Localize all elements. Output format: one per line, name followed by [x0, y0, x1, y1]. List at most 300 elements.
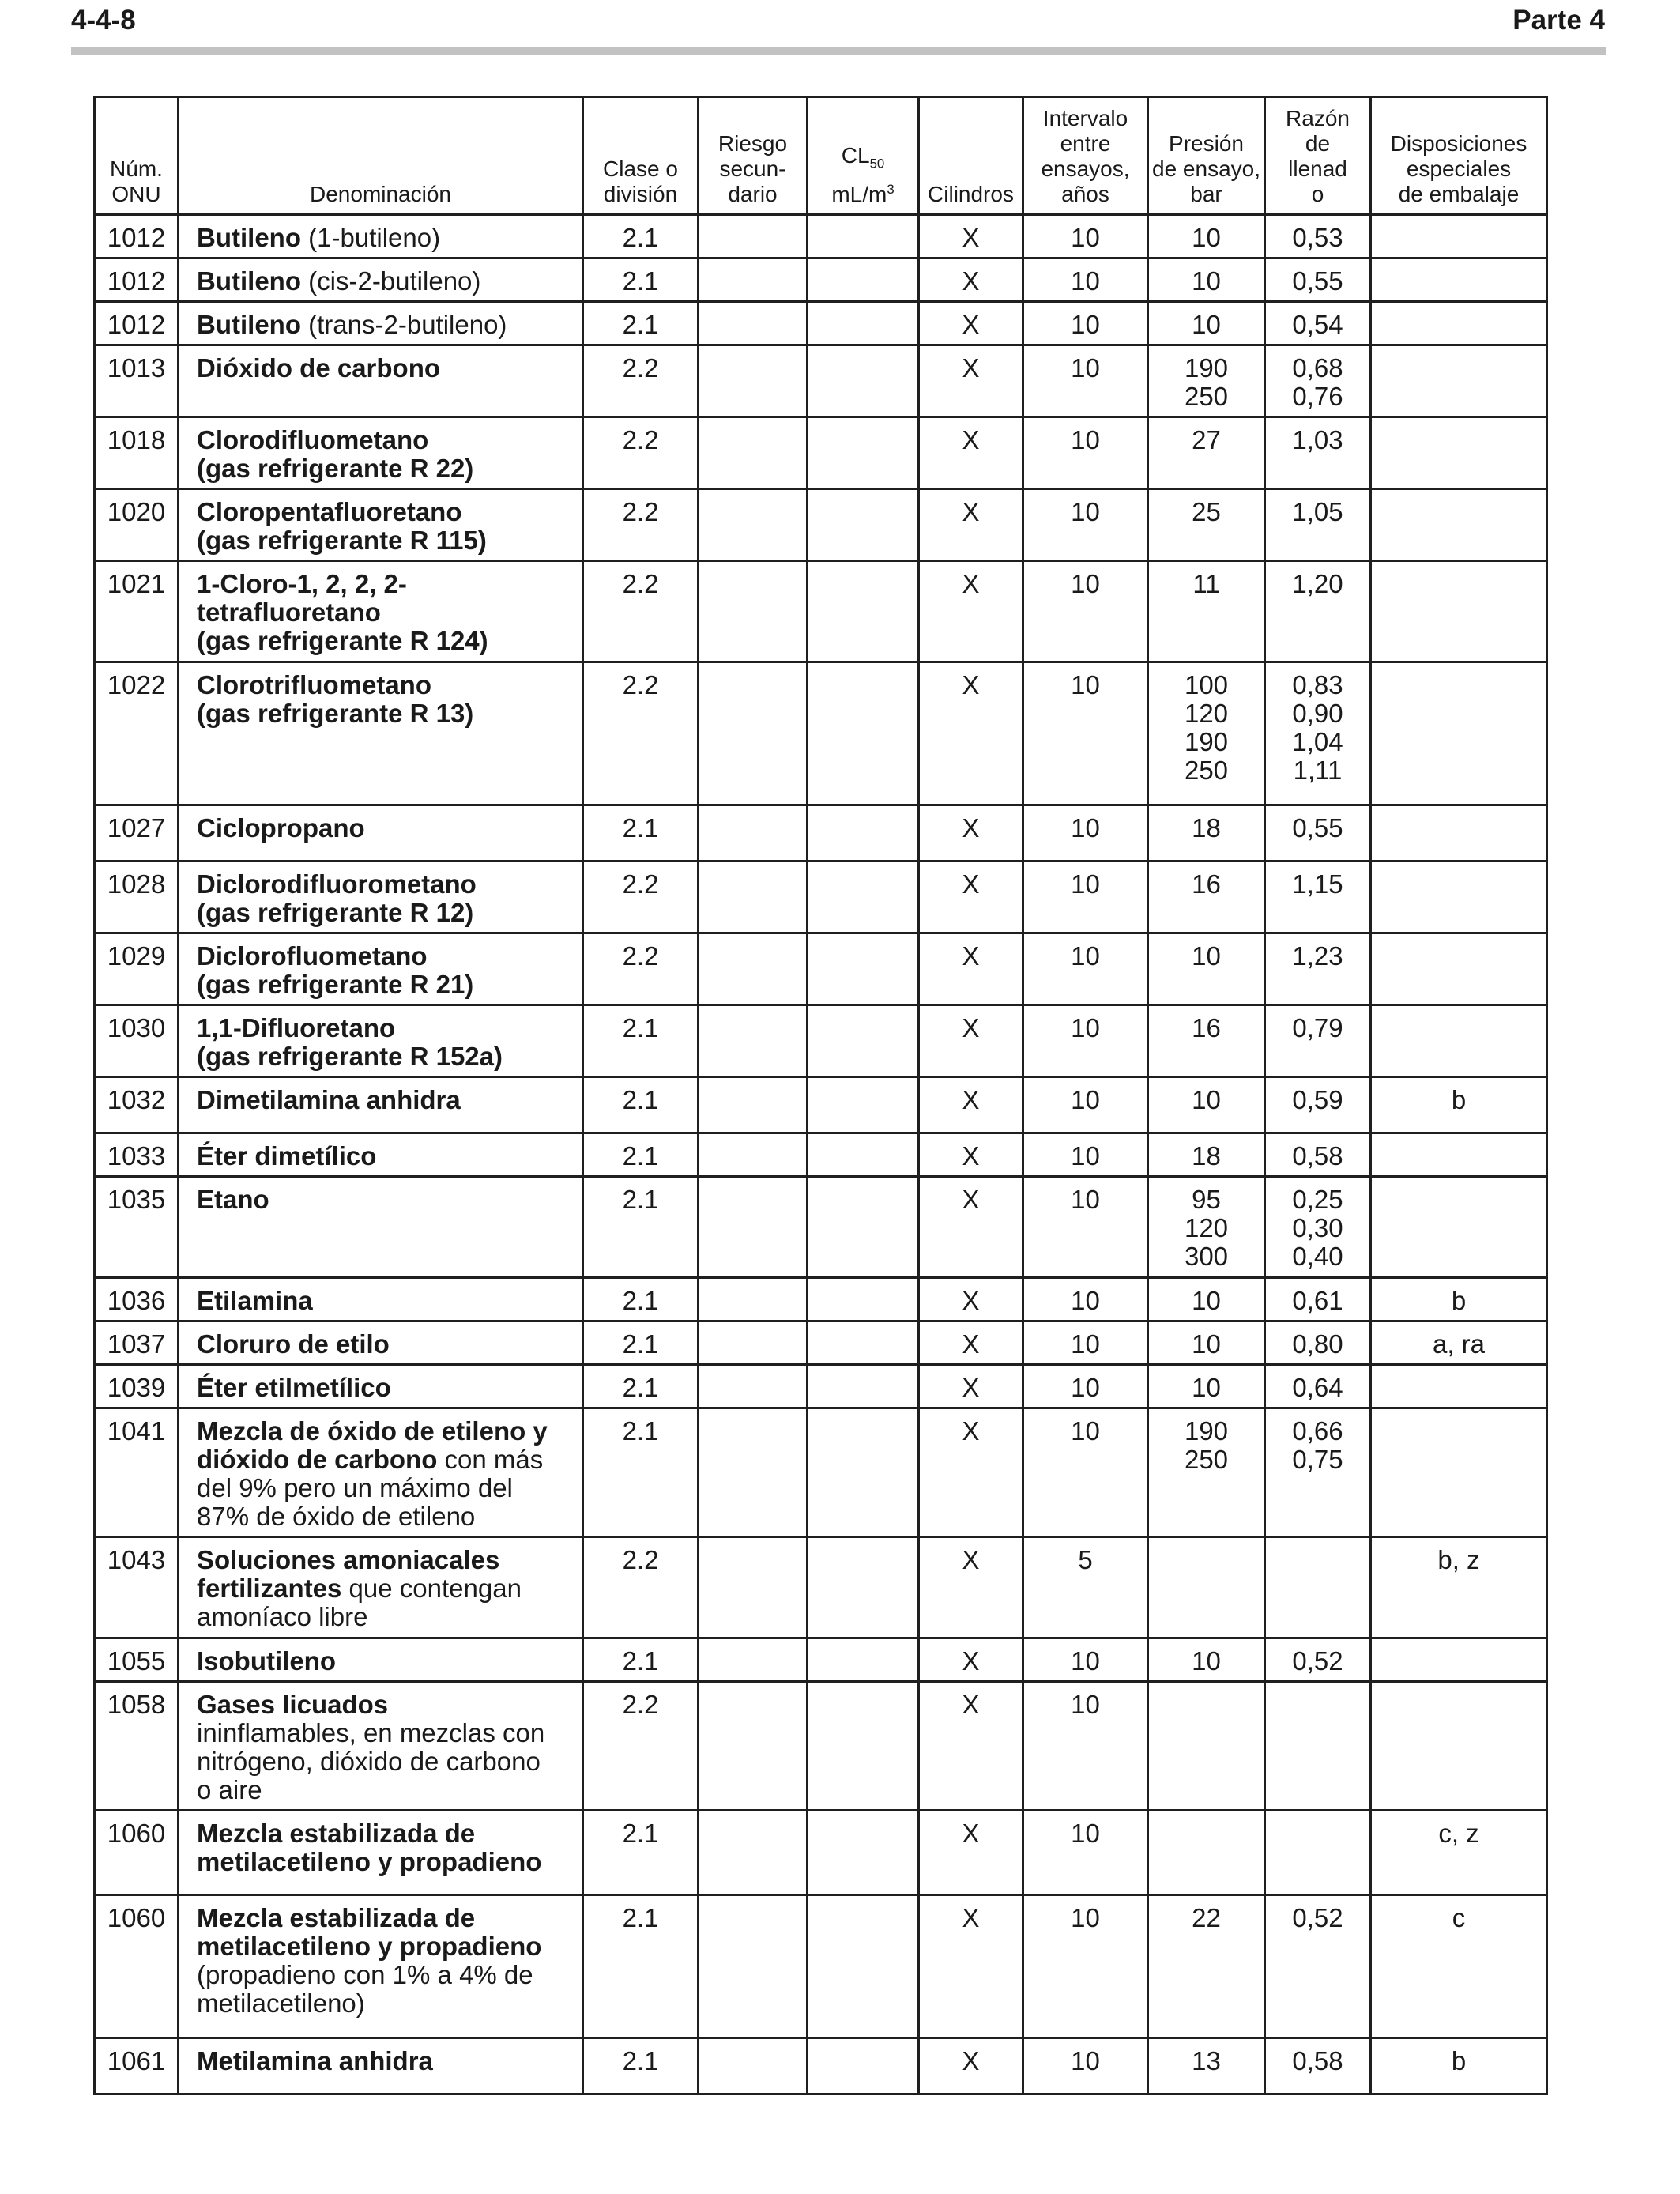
substance-qualifier: con más del 9% pero un máximo del 87% de óxido de etileno: [197, 1445, 544, 1531]
cylinders-cell: X: [919, 1811, 1023, 1895]
un-number-cell: 1021: [95, 561, 179, 662]
substance-name: Diclorodifluorometano (gas refrigerante R 12): [197, 869, 477, 927]
lc50-cell: [808, 417, 919, 489]
substance-name: Butileno: [197, 310, 301, 339]
class-cell: 2.1: [583, 1365, 699, 1408]
test-pressure-cell: 10: [1148, 302, 1265, 345]
substance-name: Isobutileno: [197, 1646, 336, 1676]
test-pressure-cell: 10: [1148, 1365, 1265, 1408]
subsidiary-risk-cell: [699, 1408, 808, 1537]
test-interval-cell: 10: [1023, 861, 1148, 933]
un-number-cell: 1039: [95, 1365, 179, 1408]
name-cell: [179, 1638, 583, 1682]
class-cell: 2.2: [583, 1682, 699, 1811]
lc50-cell: [808, 2038, 919, 2094]
table-row: [95, 861, 1547, 933]
test-pressure-cell: 25: [1148, 489, 1265, 561]
table-row: [95, 1682, 1547, 1811]
header-rule: [71, 47, 1606, 55]
special-provisions-cell: a, ra: [1371, 1321, 1547, 1365]
un-number-cell: 1012: [95, 215, 179, 258]
name-cell: [179, 215, 583, 258]
test-interval-cell: 10: [1023, 489, 1148, 561]
substance-name: Metilamina anhidra: [197, 2046, 433, 2075]
lc50-cell: [808, 1811, 919, 1895]
substance-name: 1-Cloro-1, 2, 2, 2- tetrafluoretano (gas refrigerante R 124): [197, 569, 488, 655]
cylinders-cell: X: [919, 1682, 1023, 1811]
special-provisions-cell: b: [1371, 2038, 1547, 2094]
table-row: [95, 1537, 1547, 1638]
filling-ratio-cell: 1,23: [1265, 933, 1371, 1005]
name-cell: [179, 1811, 583, 1895]
substance-name: Cloropentafluoretano (gas refrigerante R 115): [197, 497, 487, 555]
lc50-cell: [808, 561, 919, 662]
test-interval-cell: 10: [1023, 1321, 1148, 1365]
lc50-cell: [808, 215, 919, 258]
cylinders-cell: X: [919, 258, 1023, 302]
col-header-cylinders: Cilindros: [919, 97, 1023, 215]
test-interval-cell: 10: [1023, 1895, 1148, 2038]
filling-ratio-cell: 0,61: [1265, 1278, 1371, 1321]
subsidiary-risk-cell: [699, 215, 808, 258]
class-cell: 2.2: [583, 489, 699, 561]
filling-ratio-cell: 0,55: [1265, 258, 1371, 302]
filling-ratio-cell: 0,55: [1265, 805, 1371, 861]
table-row: [95, 1077, 1547, 1133]
test-pressure-cell: 11: [1148, 561, 1265, 662]
substance-name: Cloruro de etilo: [197, 1329, 390, 1359]
test-interval-cell: 10: [1023, 1077, 1148, 1133]
un-number-cell: 1060: [95, 1811, 179, 1895]
lc50-subscript: 50: [869, 156, 885, 172]
subsidiary-risk-cell: [699, 1811, 808, 1895]
table-row: [95, 345, 1547, 417]
special-provisions-cell: [1371, 1005, 1547, 1077]
test-pressure-cell: 16: [1148, 1005, 1265, 1077]
test-interval-cell: 10: [1023, 933, 1148, 1005]
substance-name: Clorotrifluometano (gas refrigerante R 13): [197, 670, 474, 728]
name-cell: [179, 861, 583, 933]
table-row: [95, 805, 1547, 861]
table-header-row: [95, 97, 1547, 215]
test-pressure-cell: 10: [1148, 258, 1265, 302]
cylinders-cell: X: [919, 417, 1023, 489]
special-provisions-cell: [1371, 345, 1547, 417]
substance-name: Mezcla estabilizada de metilacetileno y propadieno: [197, 1903, 542, 1961]
name-cell: [179, 1365, 583, 1408]
special-provisions-cell: b, z: [1371, 1537, 1547, 1638]
class-cell: 2.1: [583, 2038, 699, 2094]
table-row: [95, 1321, 1547, 1365]
special-provisions-cell: b: [1371, 1278, 1547, 1321]
lc50-cell: [808, 662, 919, 805]
lc50-cell: [808, 933, 919, 1005]
class-cell: 2.1: [583, 258, 699, 302]
table-row: [95, 1005, 1547, 1077]
name-cell: [179, 1682, 583, 1811]
lc50-cell: [808, 345, 919, 417]
substance-name: Ciclopropano: [197, 813, 365, 843]
subsidiary-risk-cell: [699, 1177, 808, 1278]
special-provisions-cell: [1371, 1408, 1547, 1537]
filling-ratio-cell: [1265, 1811, 1371, 1895]
subsidiary-risk-cell: [699, 561, 808, 662]
special-provisions-cell: [1371, 805, 1547, 861]
test-pressure-cell: [1148, 1811, 1265, 1895]
un-number-cell: 1035: [95, 1177, 179, 1278]
cylinders-cell: X: [919, 1537, 1023, 1638]
special-provisions-cell: [1371, 933, 1547, 1005]
special-provisions-cell: [1371, 302, 1547, 345]
table-row: [95, 1177, 1547, 1278]
substance-name: Dimetilamina anhidra: [197, 1085, 461, 1114]
subsidiary-risk-cell: [699, 933, 808, 1005]
test-interval-cell: 5: [1023, 1537, 1148, 1638]
special-provisions-cell: [1371, 561, 1547, 662]
class-cell: 2.1: [583, 1638, 699, 1682]
cylinders-cell: X: [919, 302, 1023, 345]
class-cell: 2.2: [583, 417, 699, 489]
cylinders-cell: X: [919, 345, 1023, 417]
filling-ratio-cell: 0,52: [1265, 1895, 1371, 2038]
filling-ratio-cell: 0,83 0,90 1,04 1,11: [1265, 662, 1371, 805]
un-number-cell: 1018: [95, 417, 179, 489]
cylinders-cell: X: [919, 805, 1023, 861]
subsidiary-risk-cell: [699, 1638, 808, 1682]
cylinders-cell: X: [919, 1077, 1023, 1133]
test-interval-cell: 10: [1023, 1408, 1148, 1537]
lc50-unit: mL/m: [831, 182, 887, 206]
name-cell: [179, 258, 583, 302]
test-pressure-cell: 18: [1148, 1133, 1265, 1177]
lc50-label: CL: [841, 143, 870, 168]
filling-ratio-cell: 0,58: [1265, 1133, 1371, 1177]
subsidiary-risk-cell: [699, 1077, 808, 1133]
un-number-cell: 1032: [95, 1077, 179, 1133]
cylinders-cell: X: [919, 2038, 1023, 2094]
special-provisions-cell: [1371, 1638, 1547, 1682]
class-cell: 2.1: [583, 1177, 699, 1278]
special-provisions-cell: [1371, 861, 1547, 933]
subsidiary-risk-cell: [699, 1133, 808, 1177]
special-provisions-cell: [1371, 1365, 1547, 1408]
test-interval-cell: 10: [1023, 1638, 1148, 1682]
filling-ratio-cell: 0,52: [1265, 1638, 1371, 1682]
filling-ratio-cell: 0,64: [1265, 1365, 1371, 1408]
special-provisions-cell: c: [1371, 1895, 1547, 2038]
cylinders-cell: X: [919, 215, 1023, 258]
test-interval-cell: 10: [1023, 345, 1148, 417]
class-cell: 2.1: [583, 1321, 699, 1365]
table-row: [95, 662, 1547, 805]
table-row: [95, 489, 1547, 561]
test-pressure-cell: 16: [1148, 861, 1265, 933]
table-row: [95, 1895, 1547, 2038]
substance-name: Mezcla estabilizada de metilacetileno y propadieno: [197, 1819, 542, 1876]
test-pressure-cell: 190 250: [1148, 345, 1265, 417]
un-number-cell: 1013: [95, 345, 179, 417]
test-pressure-cell: 10: [1148, 1321, 1265, 1365]
class-cell: 2.1: [583, 1811, 699, 1895]
lc50-cell: [808, 1895, 919, 2038]
substance-name: Butileno: [197, 223, 301, 252]
table-row: [95, 2038, 1547, 2094]
subsidiary-risk-cell: [699, 805, 808, 861]
subsidiary-risk-cell: [699, 345, 808, 417]
col-header-filling-ratio: Razón de llenad o: [1265, 97, 1371, 215]
subsidiary-risk-cell: [699, 417, 808, 489]
name-cell: [179, 1005, 583, 1077]
filling-ratio-cell: 1,05: [1265, 489, 1371, 561]
lc50-cell: [808, 861, 919, 933]
un-number-cell: 1061: [95, 2038, 179, 2094]
filling-ratio-cell: 1,03: [1265, 417, 1371, 489]
filling-ratio-cell: 0,54: [1265, 302, 1371, 345]
subsidiary-risk-cell: [699, 258, 808, 302]
substance-qualifier: (propadieno con 1% a 4% de metilacetileno): [197, 1960, 533, 2018]
cylinders-cell: X: [919, 861, 1023, 933]
test-interval-cell: 10: [1023, 302, 1148, 345]
special-provisions-cell: [1371, 215, 1547, 258]
table-row: [95, 1638, 1547, 1682]
table-row: [95, 1278, 1547, 1321]
table-row: [95, 215, 1547, 258]
table-row: [95, 258, 1547, 302]
name-cell: [179, 662, 583, 805]
test-pressure-cell: 10: [1148, 215, 1265, 258]
un-number-cell: 1036: [95, 1278, 179, 1321]
table-row: [95, 302, 1547, 345]
test-pressure-cell: 10: [1148, 1077, 1265, 1133]
subsidiary-risk-cell: [699, 1682, 808, 1811]
subsidiary-risk-cell: [699, 861, 808, 933]
class-cell: 2.1: [583, 302, 699, 345]
substance-name: Mezcla de óxido de etileno y dióxido de carbono: [197, 1416, 548, 1474]
cylinders-cell: X: [919, 1177, 1023, 1278]
subsidiary-risk-cell: [699, 1365, 808, 1408]
special-provisions-cell: c, z: [1371, 1811, 1547, 1895]
substance-name: 1,1-Difluoretano (gas refrigerante R 152a): [197, 1013, 503, 1071]
cylinders-cell: X: [919, 1365, 1023, 1408]
cylinders-cell: X: [919, 1278, 1023, 1321]
substance-name: Dióxido de carbono: [197, 353, 441, 383]
un-number-cell: 1037: [95, 1321, 179, 1365]
filling-ratio-cell: 1,15: [1265, 861, 1371, 933]
name-cell: [179, 2038, 583, 2094]
lc50-cell: [808, 1537, 919, 1638]
name-cell: [179, 1077, 583, 1133]
test-pressure-cell: 13: [1148, 2038, 1265, 2094]
filling-ratio-cell: 0,68 0,76: [1265, 345, 1371, 417]
name-cell: [179, 345, 583, 417]
test-interval-cell: 10: [1023, 215, 1148, 258]
name-cell: [179, 933, 583, 1005]
subsidiary-risk-cell: [699, 489, 808, 561]
cylinders-cell: X: [919, 1133, 1023, 1177]
class-cell: 2.1: [583, 1005, 699, 1077]
test-interval-cell: 10: [1023, 1177, 1148, 1278]
test-interval-cell: 10: [1023, 1811, 1148, 1895]
test-interval-cell: 10: [1023, 258, 1148, 302]
test-pressure-cell: 18: [1148, 805, 1265, 861]
special-provisions-cell: [1371, 1682, 1547, 1811]
subsidiary-risk-cell: [699, 1005, 808, 1077]
substance-qualifier: (trans-2-butileno): [300, 310, 507, 339]
lc50-cell: [808, 1005, 919, 1077]
test-interval-cell: 10: [1023, 1005, 1148, 1077]
test-pressure-cell: 27: [1148, 417, 1265, 489]
filling-ratio-cell: 0,58: [1265, 2038, 1371, 2094]
test-interval-cell: 10: [1023, 1133, 1148, 1177]
subsidiary-risk-cell: [699, 302, 808, 345]
filling-ratio-cell: [1265, 1537, 1371, 1638]
subsidiary-risk-cell: [699, 662, 808, 805]
test-pressure-cell: 22: [1148, 1895, 1265, 2038]
name-cell: [179, 1895, 583, 2038]
test-pressure-cell: 190 250: [1148, 1408, 1265, 1537]
table-row: [95, 1811, 1547, 1895]
table-row: [95, 933, 1547, 1005]
substance-name: Gases licuados: [197, 1690, 389, 1719]
un-number-cell: 1028: [95, 861, 179, 933]
class-cell: 2.2: [583, 662, 699, 805]
subsidiary-risk-cell: [699, 2038, 808, 2094]
un-number-cell: 1012: [95, 302, 179, 345]
class-cell: 2.1: [583, 1077, 699, 1133]
class-cell: 2.1: [583, 805, 699, 861]
substance-qualifier: (cis-2-butileno): [300, 266, 481, 296]
name-cell: [179, 1177, 583, 1278]
special-provisions-cell: [1371, 489, 1547, 561]
col-header-lc50: [808, 97, 919, 215]
class-cell: 2.1: [583, 1133, 699, 1177]
cylinders-cell: X: [919, 489, 1023, 561]
col-header-subsidiary-risk: Riesgo secun- dario: [699, 97, 808, 215]
subsidiary-risk-cell: [699, 1321, 808, 1365]
un-number-cell: 1027: [95, 805, 179, 861]
test-pressure-cell: 10: [1148, 1638, 1265, 1682]
test-pressure-cell: 10: [1148, 1278, 1265, 1321]
class-cell: 2.2: [583, 933, 699, 1005]
cylinders-cell: X: [919, 662, 1023, 805]
test-interval-cell: 10: [1023, 662, 1148, 805]
filling-ratio-cell: [1265, 1682, 1371, 1811]
table-row: [95, 1408, 1547, 1537]
lc50-cell: [808, 1682, 919, 1811]
lc50-cell: [808, 1638, 919, 1682]
un-number-cell: 1043: [95, 1537, 179, 1638]
col-header-test-interval: Intervalo entre ensayos, años: [1023, 97, 1148, 215]
page-part-label: Parte 4: [1512, 5, 1605, 36]
name-cell: [179, 489, 583, 561]
special-provisions-cell: [1371, 1177, 1547, 1278]
filling-ratio-cell: 1,20: [1265, 561, 1371, 662]
test-pressure-cell: 95 120 300: [1148, 1177, 1265, 1278]
un-number-cell: 1033: [95, 1133, 179, 1177]
test-interval-cell: 10: [1023, 561, 1148, 662]
cylinders-cell: X: [919, 1005, 1023, 1077]
gas-packing-table: [93, 96, 1548, 2095]
class-cell: 2.2: [583, 345, 699, 417]
subsidiary-risk-cell: [699, 1537, 808, 1638]
col-header-name: Denominación: [179, 97, 583, 215]
name-cell: [179, 302, 583, 345]
col-header-class: Clase o división: [583, 97, 699, 215]
test-pressure-cell: [1148, 1537, 1265, 1638]
name-cell: [179, 805, 583, 861]
lc50-cell: [808, 1365, 919, 1408]
substance-qualifier: que contengan amoníaco libre: [197, 1574, 522, 1631]
substance-name: Butileno: [197, 266, 301, 296]
lc50-cell: [808, 1077, 919, 1133]
filling-ratio-cell: 0,80: [1265, 1321, 1371, 1365]
subsidiary-risk-cell: [699, 1895, 808, 2038]
name-cell: [179, 417, 583, 489]
class-cell: 2.2: [583, 861, 699, 933]
cylinders-cell: X: [919, 561, 1023, 662]
name-cell: [179, 1278, 583, 1321]
class-cell: 2.1: [583, 1278, 699, 1321]
substance-name: Éter etilmetílico: [197, 1373, 391, 1402]
test-pressure-cell: 10: [1148, 933, 1265, 1005]
lc50-cell: [808, 1278, 919, 1321]
name-cell: [179, 1408, 583, 1537]
name-cell: [179, 1321, 583, 1365]
filling-ratio-cell: 0,59: [1265, 1077, 1371, 1133]
table-row: [95, 1365, 1547, 1408]
un-number-cell: 1055: [95, 1638, 179, 1682]
test-pressure-cell: 100 120 190 250: [1148, 662, 1265, 805]
lc50-cell: [808, 489, 919, 561]
substance-name: Etano: [197, 1185, 269, 1214]
class-cell: 2.2: [583, 561, 699, 662]
un-number-cell: 1022: [95, 662, 179, 805]
un-number-cell: 1041: [95, 1408, 179, 1537]
special-provisions-cell: [1371, 417, 1547, 489]
substance-name: Diclorofluometano (gas refrigerante R 21): [197, 941, 474, 999]
class-cell: 2.1: [583, 1408, 699, 1537]
lc50-cell: [808, 258, 919, 302]
substance-qualifier: ininflamables, en mezclas con nitrógeno, dióxido de carbono o aire: [197, 1718, 545, 1804]
special-provisions-cell: [1371, 662, 1547, 805]
name-cell: [179, 561, 583, 662]
class-cell: 2.1: [583, 215, 699, 258]
class-cell: 2.1: [583, 1895, 699, 2038]
lc50-cell: [808, 1408, 919, 1537]
subsidiary-risk-cell: [699, 1278, 808, 1321]
filling-ratio-cell: 0,79: [1265, 1005, 1371, 1077]
test-pressure-cell: [1148, 1682, 1265, 1811]
test-interval-cell: 10: [1023, 1682, 1148, 1811]
test-interval-cell: 10: [1023, 2038, 1148, 2094]
name-cell: [179, 1133, 583, 1177]
table-row: [95, 1133, 1547, 1177]
substance-name: Éter dimetílico: [197, 1141, 377, 1171]
test-interval-cell: 10: [1023, 1365, 1148, 1408]
lc50-unit-superscript: 3: [887, 181, 895, 197]
lc50-cell: [808, 1177, 919, 1278]
un-number-cell: 1058: [95, 1682, 179, 1811]
substance-name: Clorodifluometano (gas refrigerante R 22): [197, 425, 474, 483]
class-cell: 2.2: [583, 1537, 699, 1638]
table-row: [95, 561, 1547, 662]
substance-name: Soluciones amoniacales fertilizantes: [197, 1545, 500, 1603]
filling-ratio-cell: 0,25 0,30 0,40: [1265, 1177, 1371, 1278]
un-number-cell: 1060: [95, 1895, 179, 2038]
special-provisions-cell: [1371, 1133, 1547, 1177]
cylinders-cell: X: [919, 1408, 1023, 1537]
test-interval-cell: 10: [1023, 1278, 1148, 1321]
